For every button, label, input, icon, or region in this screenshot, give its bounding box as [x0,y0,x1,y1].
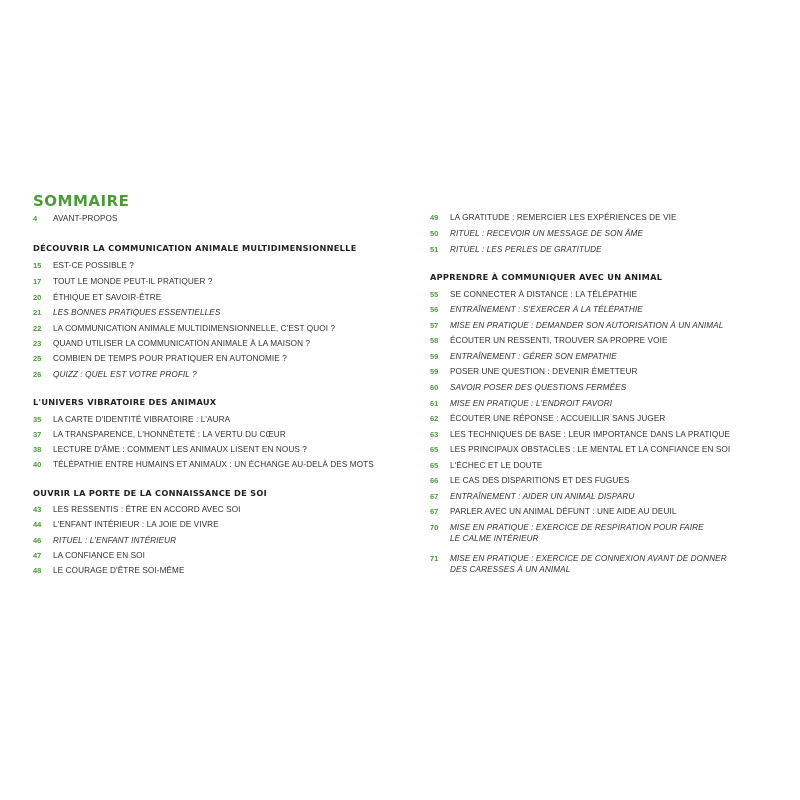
page-number: 23 [33,339,42,348]
entry-text: TOUT LE MONDE PEUT-IL PRATIQUER ? [53,277,213,286]
entry-text: ÉCOUTER UN RESSENTI, TROUVER SA PROPRE VOIE [450,336,668,345]
page-number: 67 [430,507,439,516]
entry-text: LES TECHNIQUES DE BASE : LEUR IMPORTANCE DANS LA PRATIQUE [450,430,730,439]
entry-text: ÉCOUTER UNE RÉPONSE : ACCUEILLIR SANS JUGER [450,414,666,423]
entry-text: RITUEL : LES PERLES DE GRATITUDE [450,245,602,254]
toc-entry [430,304,643,315]
page-number: 71 [430,554,439,563]
page-number: 4 [33,214,38,223]
entry-text: L'ENFANT INTÉRIEUR : LA JOIE DE VIVRE [53,520,219,529]
page-number: 44 [33,520,42,529]
toc-entry [33,353,287,364]
page-number: 48 [33,566,42,575]
toc-entry [430,398,612,409]
entry-text: PARLER AVEC UN ANIMAL DÉFUNT : UNE AIDE AU DEUIL [450,507,677,516]
toc-entry [430,351,617,362]
toc-entry [430,320,723,331]
page-number: 65 [430,445,439,454]
toc-entry [33,338,310,349]
toc-entry [430,444,730,455]
section-title: DÉCOUVRIR LA COMMUNICATION ANIMALE MULTIDIMENSIONNELLE [33,243,357,253]
page-number: 62 [430,414,439,423]
entry-text: LES BONNES PRATIQUES ESSENTIELLES [53,308,221,317]
entry-text: LA CONFIANCE EN SOI [53,551,145,560]
section-title: APPRENDRE À COMMUNIQUER AVEC UN ANIMAL [430,272,663,282]
toc-entry [33,550,145,561]
entry-text: L'ÉCHEC ET LE DOUTE [450,461,543,470]
entry-text: RITUEL : L'ENFANT INTÉRIEUR [53,536,177,545]
toc-entry [33,459,374,470]
page-number: 70 [430,523,439,532]
toc-entry [33,292,161,303]
entry-text: COMBIEN DE TEMPS POUR PRATIQUER EN AUTONOMIE ? [53,354,287,363]
entry-text: QUAND UTILISER LA COMMUNICATION ANIMALE À LA MAISON ? [53,339,311,348]
toc-entry [430,413,665,424]
toc-entry [33,565,185,576]
page-number: 66 [430,476,439,485]
toc-entry [33,504,241,515]
entry-text: MISE EN PRATIQUE : DEMANDER SON AUTORISATION À UN ANIMAL [450,321,724,330]
page-number: 40 [33,460,42,469]
toc-entry [430,553,727,575]
toc-entry [33,276,213,287]
page-number: 26 [33,370,42,379]
toc-entry [33,429,286,440]
entry-text: AVANT-PROPOS [53,214,118,223]
toc-entry [33,307,220,318]
toc-entry [33,535,176,546]
entry-text: MISE EN PRATIQUE : EXERCICE DE CONNEXION AVANT DE DONNER [450,554,727,563]
page-number: 37 [33,430,42,439]
page-number: 67 [430,492,439,501]
page-number: 65 [430,461,439,470]
toc-entry [33,414,230,425]
page-number: 59 [430,352,439,361]
entry-text: ENTRAÎNEMENT : AIDER UN ANIMAL DISPARU [450,492,635,501]
page-number: 15 [33,261,42,270]
toc-entry [33,444,307,455]
entry-text: LE CAS DES DISPARITIONS ET DES FUGUES [450,476,630,485]
page-number: 63 [430,430,439,439]
entry-text: RITUEL : RECEVOIR UN MESSAGE DE SON ÂME [450,229,644,238]
entry-text: QUIZZ : QUEL EST VOTRE PROFIL ? [53,370,197,379]
toc-entry [430,366,638,377]
page-number: 59 [430,367,439,376]
entry-text: POSER UNE QUESTION : DEVENIR ÉMETTEUR [450,367,638,376]
entry-text: ENTRAÎNEMENT : S'EXERCER À LA TÉLÉPATHIE [450,305,643,314]
page-number: 25 [33,354,42,363]
toc-entry [33,369,197,380]
entry-text: TÉLÉPATHIE ENTRE HUMAINS ET ANIMAUX : UN ÉCHANGE AU-DELÀ DES MOTS [53,460,374,469]
entry-text-continued: LE CALME INTÉRIEUR [450,534,539,543]
entry-text: SAVOIR POSER DES QUESTIONS FERMÉES [450,383,627,392]
toc-entry [430,335,668,346]
toc-entry [33,260,134,271]
toc-entry [33,213,118,224]
toc-entry [430,429,730,440]
page-number: 57 [430,321,439,330]
section-title: L'UNIVERS VIBRATOIRE DES ANIMAUX [33,397,217,407]
toc-entry [33,323,335,334]
toc-entry [430,506,677,517]
toc-entry [430,289,637,300]
entry-text: LA COMMUNICATION ANIMALE MULTIDIMENSIONNELLE, C'EST QUOI ? [53,324,336,333]
page-number: 56 [430,305,439,314]
entry-text: LECTURE D'ÂME : COMMENT LES ANIMAUX LISENT EN NOUS ? [53,445,307,454]
toc-entry [430,475,629,486]
entry-text: MISE EN PRATIQUE : EXERCICE DE RESPIRATION POUR FAIRE [450,523,704,532]
entry-text: MISE EN PRATIQUE : L'ENDROIT FAVORI [450,399,613,408]
toc-entry [430,244,602,255]
page-number: 38 [33,445,42,454]
entry-text: ENTRAÎNEMENT : GÉRER SON EMPATHIE [450,352,617,361]
entry-text: EST-CE POSSIBLE ? [53,261,134,270]
page-number: 43 [33,505,42,514]
entry-text: LA CARTE D'IDENTITÉ VIBRATOIRE : L'AURA [53,415,231,424]
page-number: 50 [430,229,439,238]
section-title: OUVRIR LA PORTE DE LA CONNAISSANCE DE SOI [33,488,267,498]
toc-entry [430,382,626,393]
page-title: SOMMAIRE [33,192,130,210]
page-number: 20 [33,293,42,302]
toc-entry [430,491,634,502]
entry-text: LE COURAGE D'ÊTRE SOI-MÊME [53,566,185,575]
page-number: 47 [33,551,42,560]
entry-text: LES PRINCIPAUX OBSTACLES : LE MENTAL ET LA CONFIANCE EN SOI [450,445,731,454]
page-number: 55 [430,290,439,299]
page-number: 35 [33,415,42,424]
page-number: 51 [430,245,439,254]
page-number: 60 [430,383,439,392]
toc-entry [33,519,219,530]
page-number: 17 [33,277,42,286]
entry-text: LA TRANSPARENCE, L'HONNÊTETÉ : LA VERTU DU CŒUR [53,430,286,439]
page-number: 49 [430,213,439,222]
entry-text-continued: DES CARESSES À UN ANIMAL [450,565,571,574]
page-number: 46 [33,536,42,545]
page-number: 58 [430,336,439,345]
toc-entry [430,228,643,239]
entry-text: LES RESSENTIS : ÊTRE EN ACCORD AVEC SOI [53,505,241,514]
page-number: 22 [33,324,42,333]
page-number: 21 [33,308,42,317]
entry-text: ÉTHIQUE ET SAVOIR-ÊTRE [53,293,162,302]
toc-entry [430,460,543,471]
toc-entry [430,212,677,223]
toc-entry [430,522,704,544]
entry-text: LA GRATITUDE : REMERCIER LES EXPÉRIENCES DE VIE [450,213,677,222]
entry-text: SE CONNECTER À DISTANCE : LA TÉLÉPATHIE [450,290,638,299]
page-number: 61 [430,399,439,408]
